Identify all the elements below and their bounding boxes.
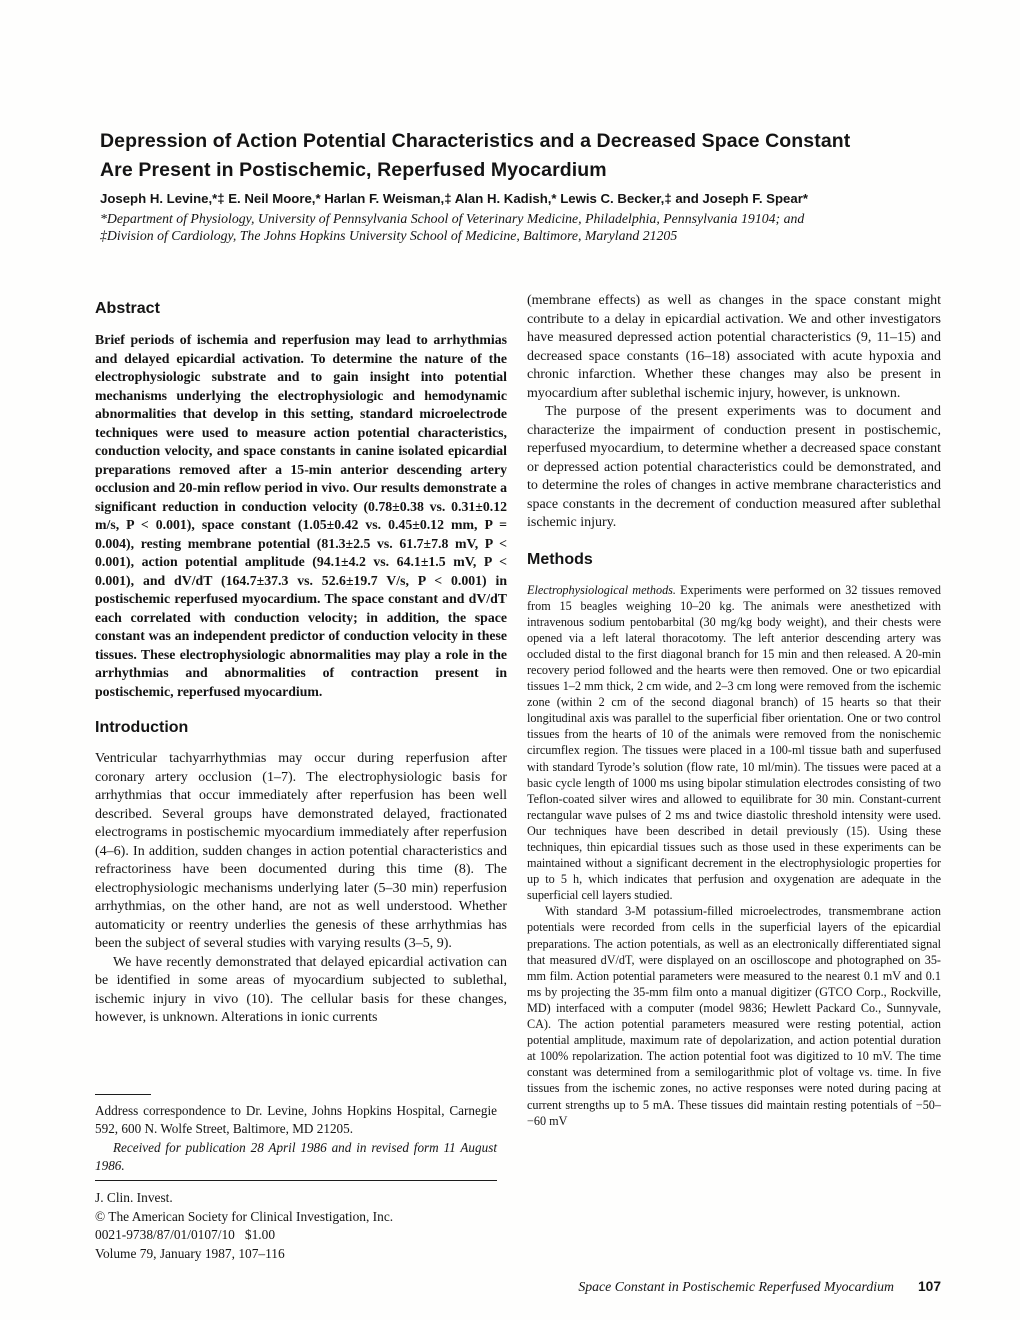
- purpose-paragraph: The purpose of the present experiments was to document and characterize the impairment of conduction present in postischemic, reperfused myocardium, to determine whether a decreased space constant or depressed action potential characteristics could be demonstrated, and to determine the roles of changes in active membrane characteristics and space constants in the decrement of conduction measured after sublethal ischemic injury.: [527, 404, 941, 530]
- introduction-paragraph-1: Ventricular tachyarrhythmias may occur during reperfusion after coronary artery occlusion (1–7). The electrophysiologic basis for arrhythmias that occur immediately after reperfusion has been well described. Several groups have demonstrated delayed, fractionated electrograms in postischemic myocardium immediately after reperfusion (4–6). In addition, sudden changes in action potential characteristics and refractoriness have been documented during this time (8). The electrophysiologic mechanisms underlying later (5–30 min) reperfusion arrhythmias, on the other hand, are not as well understood. Whether automaticity or reentry underlies the genesis of these arrhythmias has been the subject of several studies with varying results (3–5, 9).: [95, 751, 507, 951]
- abstract-heading: Abstract: [95, 300, 160, 317]
- received-dates: Received for publication 28 April 1986 and in revised form 11 August 1986.: [95, 1139, 497, 1173]
- running-title: Space Constant in Postischemic Reperfused Myocardium: [578, 1279, 894, 1294]
- methods-paragraph-1: [527, 582, 941, 904]
- correspondence-footnote: [95, 1094, 497, 1175]
- page-title: Depression of Action Potential Characteristics and a Decreased Space Constant Are Present in Postischemic, Reperfused Myocardium: [100, 130, 851, 181]
- affiliation-line-1: *Department of Physiology, University of Pennsylvania School of Veterinary Medicine, Philadelphia, Pennsylvania 19104; and: [100, 211, 805, 226]
- methods-paragraph-2: With standard 3-M potassium-filled microelectrodes, transmembrane action potentials were recorded from cells in the superficial layers of the epicardial preparations. The action potentials, as well as an electronically differentiated signal that measured dV/dT, were displayed on an oscilloscope and photographed on 35-mm film. Action potential parameters were measured to the nearest 0.1 mV and 0.1 ms by projecting the 35-mm film onto a manual digitizer (GTCO Corp., Rockville, MD) interfaced with a computer (model 9836; Hewlett Packard Co., Sunnyvale, CA). The action potential parameters measured were resting potential, action potential amplitude, maximum rate of depolarization, and action potential duration at 100% repolarization. The action potential foot was digitized to 10 mV. The time constant was determined from a semilogarithmic plot of voltage vs. time. In five tissues from the ischemic zones, no active responses were noted during pacing at current strengths up to 5 mA. These tissues did maintain resting potentials of −50–−60 mV: [527, 904, 941, 1128]
- methods-paragraph-1-text: Experiments were performed on 32 tissues removed from 15 beagles weighing 10–20 kg. The animals were anesthetized with intravenous sodium pentobarbital (30 mg/kg body weight), and their chests were opened via a left lateral thoracotomy. The left anterior descending artery was occluded distal to the first diagonal branch for 15 min and then released. A 20-min recovery period followed and the hearts were then removed. One or two epicardial tissues 1–2 mm thick, 2 cm wide, and 2–3 cm long were removed from the ischemic zone (within 2 cm of the second diagonal branch) of 15 hearts so that their longitudinal axis was parallel to the superficial fiber orientation. One or two control tissues from the hearts of 10 of the animals were removed from the nonischemic circumflex region. The tissues were placed in a 100-ml tissue bath and superfused with standard Tyrode’s solution (flow rate, 10 ml/min). The tissues were paced at a basic cycle length of 1000 ms using bipolar stimulation electrodes consisting of two Teflon-coated silver wires and allowed to equilibrate for 30 min. Constant-current rectangular wave pulses of 2 ms and twice diastolic threshold intensity were used. Our techniques have been described in detail previously (15). Using these techniques, thin epicardial tissues such as those used in these experiments can be maintained without a significant decrement in the electrophysiologic properties for up to 5 h, which indicates that perfusion and oxygenation are adequate in the superficial cell layers studied.: [527, 582, 941, 903]
- continuation-paragraph: (membrane effects) as well as changes in the space constant might contribute to a delay in epicardial activation. We and other investigators have measured depressed action potential characteristics (9, 11–15) and decreased space constants (16–18) associated with acute hypoxia and chronic infarction. Whether these changes may also be present in myocardium after sublethal ischemic injury, however, is unknown.: [527, 293, 941, 401]
- journal-rule: [95, 1180, 497, 1181]
- page-footer: [527, 1279, 941, 1295]
- left-column: [95, 300, 507, 1028]
- affiliation-line-2: ‡Division of Cardiology, The Johns Hopkins University School of Medicine, Baltimore, Maryland 21205: [100, 227, 678, 243]
- authors-line: Joseph H. Levine,*‡ E. Neil Moore,* Harlan F. Weisman,‡ Alan H. Kadish,* Lewis C. Becker,‡ and Joseph F. Spear*: [100, 191, 808, 206]
- journal-code: 0021-9738/87/01/0107/10 $1.00: [95, 1227, 276, 1243]
- journal-name: J. Clin. Invest.: [95, 1190, 173, 1205]
- correspondence-address: Address correspondence to Dr. Levine, Johns Hopkins Hospital, Carnegie 592, 600 N. Wolfe Street, Baltimore, MD 21205.: [95, 1103, 497, 1137]
- introduction-paragraph-2: We have recently demonstrated that delayed epicardial activation can be identified in some areas of myocardium subjected to sublethal, ischemic injury in vivo (10). The cellular basis for these changes, however, is unknown. Alterations in ionic currents: [95, 954, 507, 1025]
- methods-heading: Methods: [527, 550, 593, 568]
- abstract-paragraph: Brief periods of ischemia and reperfusion may lead to arrhythmias and delayed epicardial activation. To determine the nature of the electrophysiologic substrate and to gain insight into potential mechanisms underlying the electrophysiologic and hemodynamic abnormalities that develop in this setting, standard microelectrode techniques were used to measure action potential characteristics, conduction velocity, and space constants in canine isolated epicardial preparations removed after a 15-min anterior descending artery occlusion and 20-min reflow period in vivo. Our results demonstrate a significant reduction in conduction velocity (0.78±0.38 vs. 0.31±0.12 m/s, P < 0.001), space constant (1.05±0.42 vs. 0.45±0.12 mm, P = 0.004), resting membrane potential (81.3±2.5 vs. 61.7±7.8 mV, P < 0.001), action potential amplitude (94.1±4.2 vs. 64.1±1.5 mV, P < 0.001), and dV/dT (164.7±37.3 vs. 52.6±19.7 V/s, P < 0.001) in postischemic reperfused myocardium. The space constant and dV/dT each correlated with conduction velocity; in addition, the space constant was an independent predictor of conduction velocity in these tissues. These electrophysiologic abnormalities may play a role in the arrhythmias and abnormalities of contraction present in postischemic, reperfused myocardium.: [95, 332, 507, 699]
- affiliations: [100, 211, 970, 244]
- journal-volume: Volume 79, January 1987, 107–116: [95, 1245, 285, 1261]
- journal-copyright: © The American Society for Clinical Investigation, Inc.: [95, 1208, 394, 1224]
- page-number: 107: [917, 1279, 941, 1294]
- introduction-heading: Introduction: [95, 719, 189, 736]
- journal-info: [95, 1180, 497, 1263]
- right-column: [527, 292, 941, 1129]
- methods-lead-in: Electrophysiological methods.: [527, 582, 676, 597]
- footnote-rule: [95, 1094, 151, 1095]
